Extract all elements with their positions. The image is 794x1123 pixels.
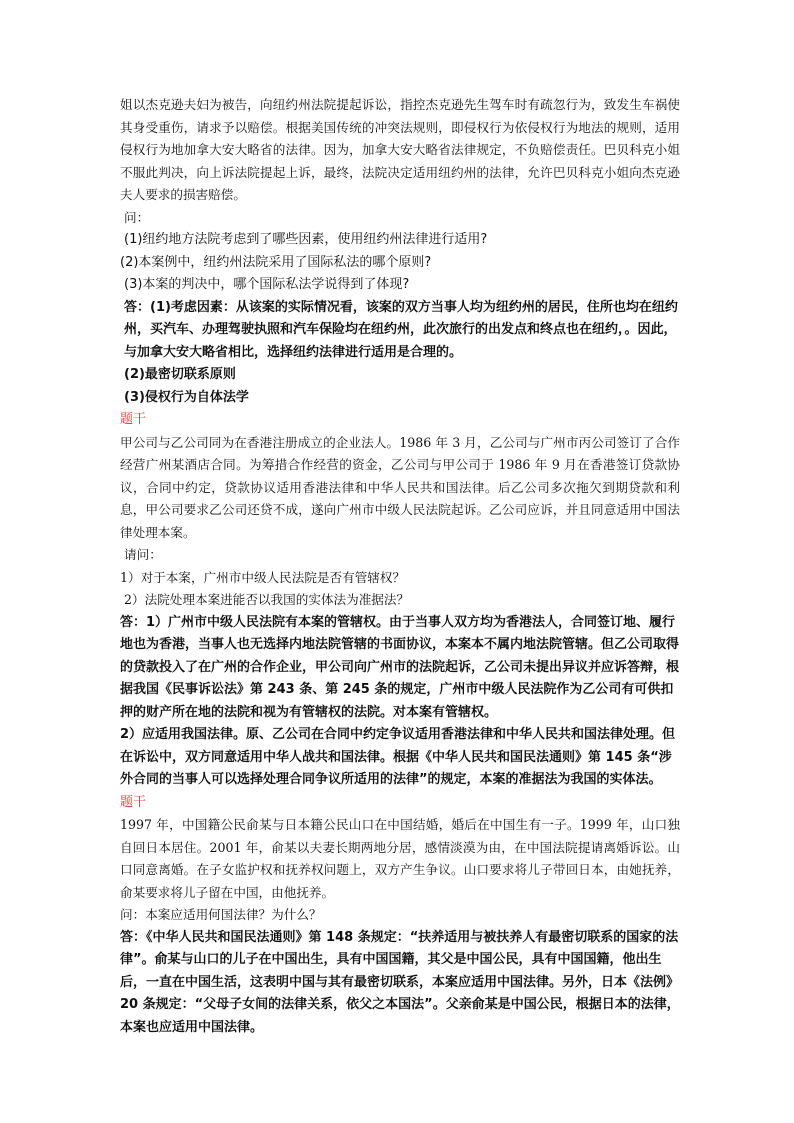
case3-answer: 答：《中华人民共和国民法通则》第 148 条规定：“扶养适用与被扶养人有最密切联系的国家的法律”。俞某与山口的儿子在中国出生，具有中国国籍，其父是中国公民，具有中国国籍，他出生后，一直在中国生活，这表明中国与其有最密切联系，本案应适用中国法律。另外，日本《法例》20 条规定：“父母子女间的法律关系，依父之本国法”。父亲俞某是中国公民，根据日本的法律，本案也应适用中国法律。 [120, 929, 680, 1035]
case3-heading: 题干 [120, 794, 147, 810]
case2-heading: 题干 [120, 412, 147, 427]
case2-facts: 甲公司与乙公司同为在香港注册成立的企业法人。1986 年 3 月，乙公司与广州市丙公司签订了合作经营广州某酒店合同。为筹措合作经营的资金，乙公司与甲公司于 1986 年 9 月在香港签订贷款协议，合同中约定，贷款协议适用香港法律和中华人民共和国法律。后乙公司多次拖欠到期贷款和利息，甲公司要求乙公司还贷不成，遂向广州市中级人民法院起诉。乙公司应诉，并且同意适用中国法律处理本案。 [120, 434, 680, 540]
case2-question-1: 1）对于本案，广州市中级人民法院是否有管辖权？ [120, 569, 406, 585]
case2-answer-1: 答：1）广州市中级人民法院有本案的管辖权。由于当事人双方均为香港法人，合同签订地、履行地也为香港，当事人也无选择内地法院管辖的书面协议，本案本不属内地法院管辖。但乙公司取得的贷款投入了在广州的合作企业，甲公司向广州市的法院起诉，乙公司未提出异议并应诉答辩，根据我国《民事诉讼法》第 243 条、第 245 条的规定，广州市中级人民法院作为乙公司有可供扣押的财产所在地的法院和视为有管辖权的法院。对本案有管辖权。 [120, 614, 680, 720]
case1-answer-3: (3)侵权行为自体法学 [124, 389, 249, 405]
case3-question: 问：本案应适用何国法律？为什么？ [120, 907, 322, 922]
case2-question-2: 2）法院处理本案进能否以我国的实体法为准据法？ [124, 592, 410, 607]
case1-question-1: (1)纽约地方法院考虑到了哪些因素，使用纽约州法律进行适用? [124, 232, 488, 247]
case1-answer-2: (2)最密切联系原则 [124, 367, 236, 382]
case1-question-2: (2)本案例中，纽约州法院采用了国际私法的哪个原则? [120, 254, 432, 270]
case3-facts: 1997 年，中国籍公民俞某与日本籍公民山口在中国结婚，婚后在中国生有一子。1999 年，山口独自回日本居住。2001 年，俞某以夫妻长期两地分居，感情淡漠为由，在中国法院提请离婚诉讼。山口同意离婚。在子女监护权和抚养权问题上，双方产生争议。山口要求将儿子带回日本，由她抚养，俞某要求将儿子留在中国，由他抚养。 [120, 817, 680, 900]
case1-ask-label: 问： [124, 209, 150, 225]
case2-answer-2: 2）应适用我国法律。原、乙公司在合同中约定争议适用香港法律和中华人民共和国法律处理。但在诉讼中，双方同意适用中华人战共和国法律。根据《中华人民共和国民法通则》第 145 条“涉外合同的当事人可以选择处理合同争议所适用的法律”的规定，本案的准据法为我国的实体法。 [120, 727, 676, 787]
document-page [120, 94, 680, 1039]
case2-ask-label: 请问： [124, 547, 162, 562]
case1-answer-1: 答：(1)考虑因素：从该案的实际情况看，该案的双方当事人均为纽约州的居民，住所也均在纽约州，买汽车、办理驾驶执照和汽车保险均在纽约州，此次旅行的出发点和终点也在纽约，。因此，与加拿大安大略省相比，选择纽约法律进行适用是合理的。 [124, 299, 678, 360]
case1-facts: 姐以杰克逊夫妇为被告，向纽约州法院提起诉讼，指控杰克逊先生驾车时有疏忽行为，致发生车祸使其身受重伤，请求予以赔偿。根据美国传统的冲突法规则，即侵权行为依侵权行为地法的规则，适用侵权行为地加拿大安大略省的法律。因为，加拿大安大略省法律规定，不负赔偿责任。巴贝科克小姐不服此判决，向上诉法院提起上诉，最终，法院决定适用纽约州的法律，允许巴贝科克小姐向杰克逊夫人要求的损害赔偿。 [120, 97, 680, 202]
case1-question-3: (3)本案的判决中，哪个国际私法学说得到了体现? [124, 277, 410, 292]
